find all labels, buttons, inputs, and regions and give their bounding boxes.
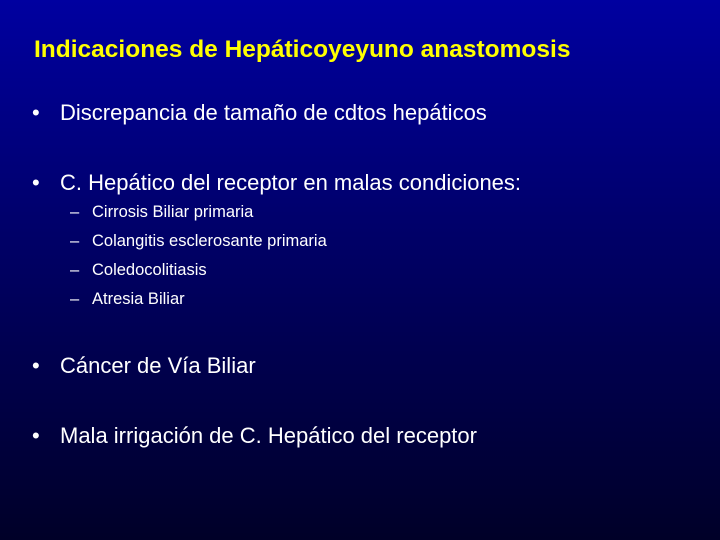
sub-marker: – xyxy=(70,290,80,308)
sub-text: Atresia Biliar xyxy=(92,290,185,308)
bullet-marker: • xyxy=(32,170,40,195)
sub-marker: – xyxy=(70,261,80,279)
sub-item xyxy=(70,261,207,280)
bullet-text: Cáncer de Vía Biliar xyxy=(60,353,256,378)
sub-text: Coledocolitiasis xyxy=(92,261,207,279)
sub-text: Colangitis esclerosante primaria xyxy=(92,232,327,250)
sub-text: Cirrosis Biliar primaria xyxy=(92,203,254,221)
bullet-item xyxy=(32,170,521,196)
bullet-text: Discrepancia de tamaño de cdtos hepáticos xyxy=(60,100,487,125)
bullet-marker: • xyxy=(32,353,40,378)
bullet-item xyxy=(32,100,487,126)
sub-item xyxy=(70,290,185,309)
sub-marker: – xyxy=(70,203,80,221)
bullet-item xyxy=(32,423,477,449)
sub-item xyxy=(70,232,327,251)
bullet-marker: • xyxy=(32,423,40,448)
bullet-item xyxy=(32,353,256,379)
slide-title: Indicaciones de Hepáticoyeyuno anastomosis xyxy=(34,36,571,63)
sub-marker: – xyxy=(70,232,80,250)
bullet-text: Mala irrigación de C. Hepático del receptor xyxy=(60,423,477,448)
sub-item xyxy=(70,203,253,222)
bullet-text: C. Hepático del receptor en malas condiciones: xyxy=(60,170,522,195)
bullet-marker: • xyxy=(32,100,40,125)
